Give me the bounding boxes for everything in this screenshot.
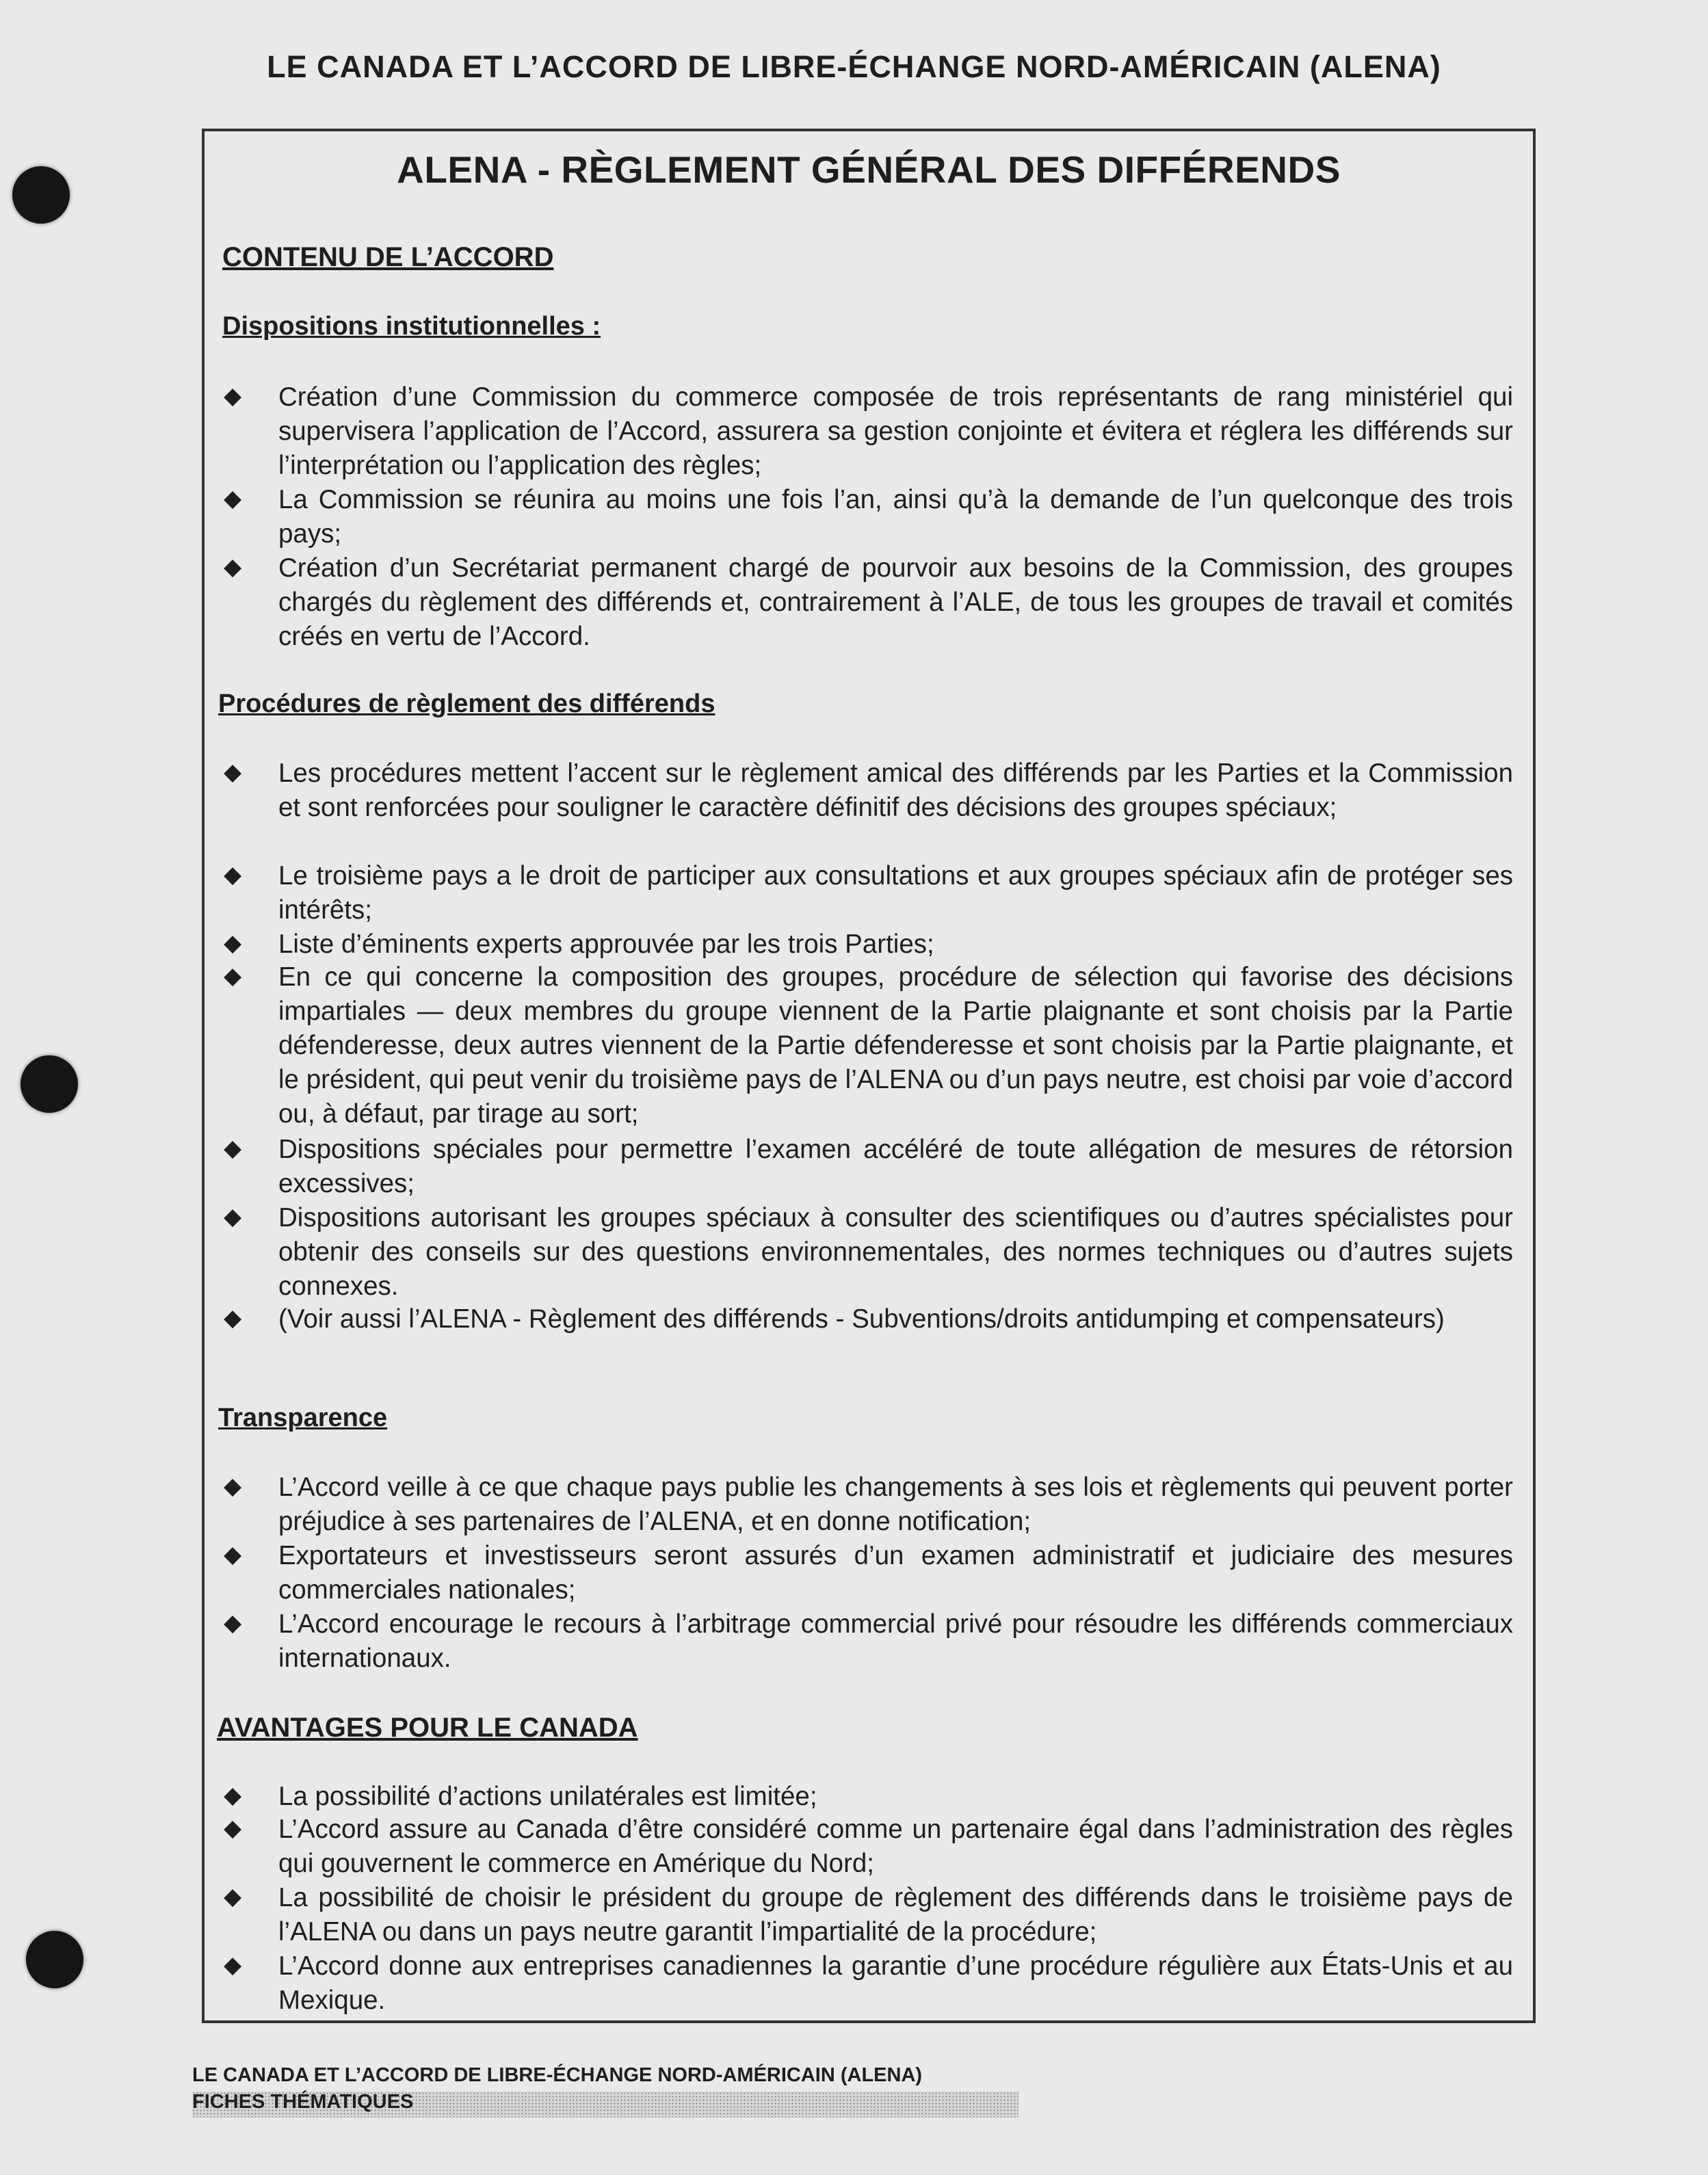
- bullet-icon: ◆: [224, 1542, 242, 1568]
- punch-hole-top: [12, 166, 70, 224]
- bullet-icon: ◆: [224, 1135, 242, 1161]
- section-heading-avantages: AVANTAGES POUR LE CANADA: [217, 1713, 638, 1743]
- list-item: L’Accord assure au Canada d’être considéré comme un partenaire égal dans l’administration des règles qui gouvernent le commerce en Amérique du Nord;: [278, 1815, 1513, 1878]
- list-item: Création d’un Secrétariat permanent chargé de pourvoir aux besoins de la Commission, des groupes chargés du règlement des différends et, contrairement à l’ALE, de tous les groupes de travail et comités créés en vertu de l’Accord.: [278, 553, 1513, 651]
- bullet-icon: ◆: [224, 1305, 242, 1331]
- list-item: La possibilité de choisir le président du groupe de règlement des différends dans le troisième pays de l’ALENA ou dans un pays neutre garantit l’impartialité de la procédure;: [278, 1883, 1513, 1947]
- bullet-icon: ◆: [224, 862, 242, 888]
- list-item: Les procédures mettent l’accent sur le règlement amical des différends par les Parties et la Commission et sont renforcées pour souligner le caractère définitif des décisions des groupes spéciaux;: [278, 759, 1513, 822]
- bullet-icon: ◆: [224, 963, 242, 989]
- footer-title: LE CANADA ET L’ACCORD DE LIBRE-ÉCHANGE NORD-AMÉRICAIN (ALENA): [192, 2064, 923, 2086]
- punch-hole-middle: [21, 1055, 78, 1113]
- bullet-icon: ◆: [224, 930, 242, 956]
- list-item: Liste d’éminents experts approuvée par les trois Parties;: [278, 930, 934, 959]
- list-item: La Commission se réunira au moins une fois l’an, ainsi qu’à la demande de l’un quelconque des trois pays;: [278, 485, 1513, 549]
- bullet-icon: ◆: [224, 1952, 242, 1978]
- bullet-icon: ◆: [224, 383, 242, 409]
- subheading-institutionnelles: Dispositions institutionnelles :: [222, 312, 601, 341]
- list-item: Dispositions spéciales pour permettre l’examen accéléré de toute allégation de mesures de rétorsion excessives;: [278, 1135, 1513, 1198]
- bullet-icon: ◆: [224, 554, 242, 580]
- list-item: Dispositions autorisant les groupes spéciaux à consulter des scientifiques ou d’autres spécialistes pour obtenir des conseils sur des questions environnementales, des normes techniques ou d’autres sujets connexes.: [278, 1203, 1513, 1301]
- subheading-transparence: Transparence: [218, 1403, 388, 1432]
- bullet-icon: ◆: [224, 1473, 242, 1499]
- bullet-icon: ◆: [224, 1884, 242, 1910]
- bullet-icon: ◆: [224, 1782, 242, 1808]
- list-item: L’Accord donne aux entreprises canadiennes la garantie d’une procédure régulière aux États-Unis et au Mexique.: [278, 1951, 1513, 2015]
- bullet-icon: ◆: [224, 1610, 242, 1636]
- content-frame: [202, 129, 1536, 2023]
- list-item: (Voir aussi l’ALENA - Règlement des différends - Subventions/droits antidumping et compensateurs): [278, 1304, 1445, 1334]
- list-item: La possibilité d’actions unilatérales est limitée;: [278, 1782, 817, 1811]
- bullet-icon: ◆: [224, 1815, 242, 1841]
- footer-subtitle: FICHES THÉMATIQUES: [192, 2091, 414, 2113]
- list-item: Création d’une Commission du commerce composée de trois représentants de rang ministériel qui supervisera l’application de l’Accord, assurera sa gestion conjointe et évitera et réglera les différends sur l’interprétation ou l’application des règles;: [278, 382, 1513, 480]
- list-item: Le troisième pays a le droit de participer aux consultations et aux groupes spéciaux afin de protéger ses intérêts;: [278, 861, 1513, 925]
- section-heading-contenu: CONTENU DE L’ACCORD: [222, 242, 554, 272]
- page-header-title: LE CANADA ET L’ACCORD DE LIBRE-ÉCHANGE NORD-AMÉRICAIN (ALENA): [267, 49, 1441, 84]
- list-item: L’Accord encourage le recours à l’arbitrage commercial privé pour résoudre les différends commerciaux internationaux.: [278, 1609, 1513, 1673]
- document-title: ALENA - RÈGLEMENT GÉNÉRAL DES DIFFÉRENDS: [397, 148, 1341, 191]
- subheading-procedures: Procédures de règlement des différends: [218, 689, 715, 718]
- bullet-icon: ◆: [224, 1204, 242, 1230]
- list-item: L’Accord veille à ce que chaque pays publie les changements à ses lois et règlements qui peuvent porter préjudice à ses partenaires de l’ALENA, et en donne notification;: [278, 1473, 1513, 1536]
- list-item: En ce qui concerne la composition des groupes, procédure de sélection qui favorise des décisions impartiales — deux membres du groupe viennent de la Partie plaignante et sont choisis par la Partie défenderesse, deux autres viennent de la Partie défenderesse et sont choisis par la Partie plaignante, et le président, qui peut venir du troisième pays de l’ALENA ou d’un pays neutre, est choisi par voie d’accord ou, à défaut, par tirage au sort;: [278, 962, 1513, 1129]
- punch-hole-bottom: [26, 1931, 83, 1988]
- list-item: Exportateurs et investisseurs seront assurés d’un examen administratif et judiciaire des mesures commerciales nationales;: [278, 1541, 1513, 1605]
- bullet-icon: ◆: [224, 486, 242, 512]
- bullet-icon: ◆: [224, 759, 242, 785]
